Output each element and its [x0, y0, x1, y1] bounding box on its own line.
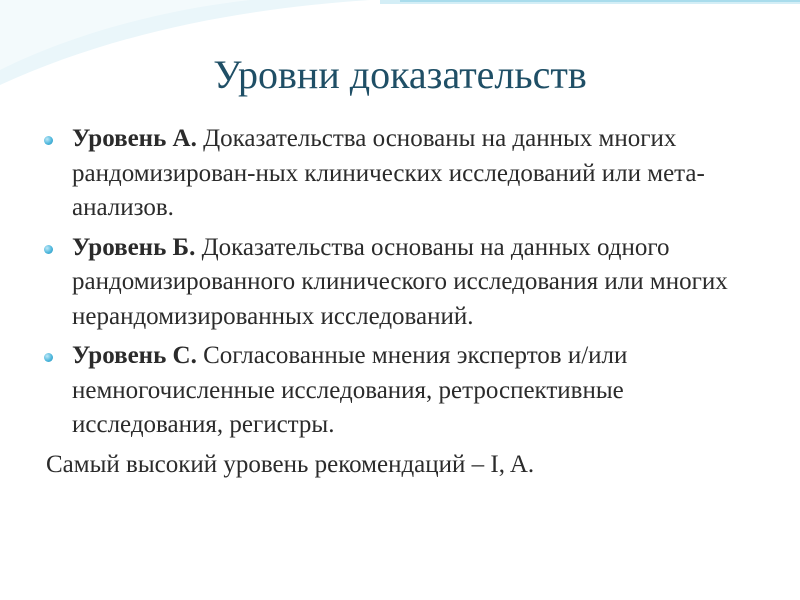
bullet-level-b — [40, 231, 760, 335]
bullet-dot-icon — [44, 136, 53, 145]
bullet-level-a — [40, 122, 760, 226]
closing-statement: Самый высокий уровень рекомендаций – I, A. — [46, 450, 535, 478]
bullet-level-a-text: Доказательства основаны на данных многих рандомизирован-ных клинических исследований или мета-анализов. — [72, 125, 705, 221]
bullet-level-a-bold: Уровень А. — [72, 125, 197, 152]
slide-title: Уровни доказательств — [213, 52, 587, 97]
bullet-dot-icon — [44, 245, 53, 254]
bullet-level-b-bold: Уровень Б. — [72, 233, 196, 261]
bullet-dot-icon — [44, 353, 53, 362]
bullet-level-c-bold: Уровень С. — [72, 342, 197, 369]
bullet-level-c-text: Согласованные мнения экспертов и/или немногочисленные исследования, ретроспективные исследования, регистры. — [72, 342, 628, 438]
slide-content — [40, 122, 760, 482]
bullet-level-c — [40, 339, 760, 443]
decorative-top-bar — [380, 0, 800, 6]
bullet-level-b-text: Доказательства основаны на данных одного рандомизированного клинического исследования или многих нерандомизированных исследований. — [72, 233, 728, 330]
